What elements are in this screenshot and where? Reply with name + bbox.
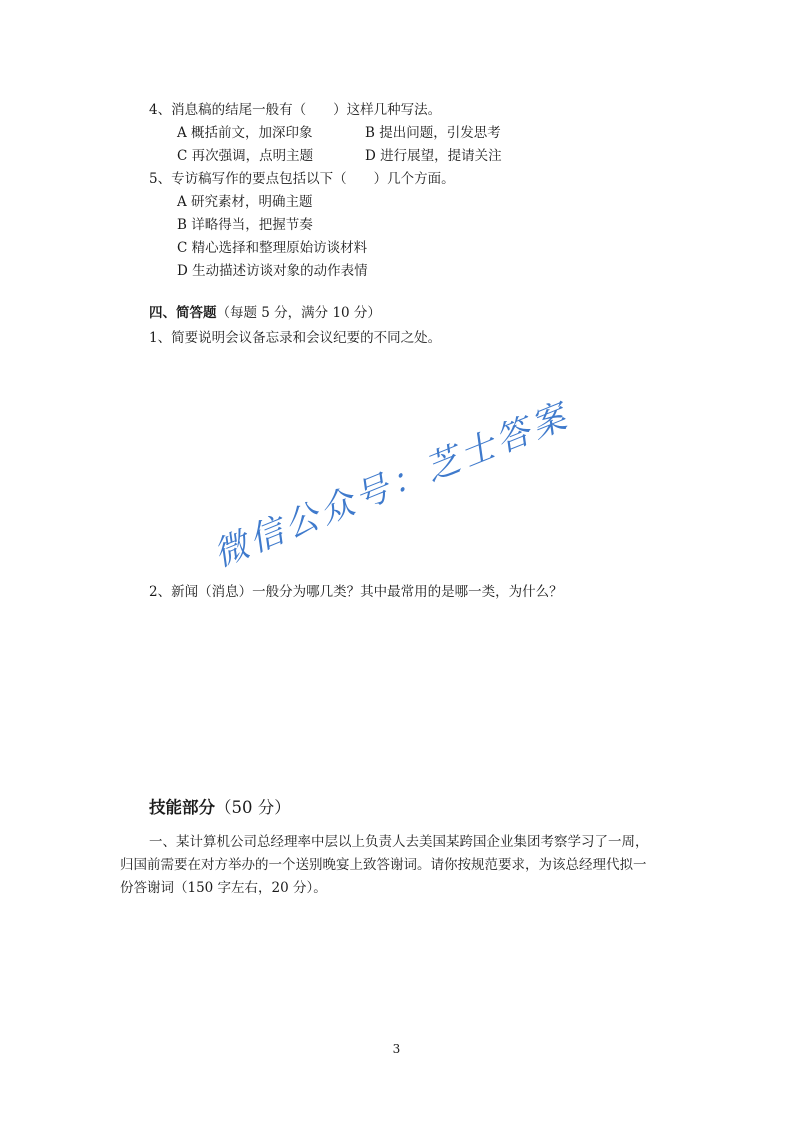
question-4-option-d: D 进行展望，提请关注 <box>365 148 502 164</box>
watermark-text: 微信公众号：芝士答案 <box>208 395 576 576</box>
question-5-option-a: A 研究素材，明确主题 <box>177 194 313 210</box>
short-answer-question-2: 2、新闻（消息）一般分为哪几类？其中最常用的是哪一类，为什么？ <box>149 584 563 600</box>
skills-paragraph-line-3: 份答谢词（150 字左右，20 分）。 <box>120 880 327 896</box>
question-5-option-b: B 详略得当，把握节奏 <box>177 217 313 233</box>
section-4-note: （每题 5 分，满分 10 分） <box>216 305 381 321</box>
short-answer-question-1: 1、简要说明会议备忘录和会议纪要的不同之处。 <box>149 330 442 346</box>
question-4-stem: 4、消息稿的结尾一般有（ ）这样几种写法。 <box>149 102 442 118</box>
skills-section-heading <box>149 798 291 818</box>
skills-paragraph-line-2: 归国前需要在对方举办的一个送别晚宴上致答谢词。请你按规范要求，为该总经理代拟一 <box>120 857 647 873</box>
question-4-option-a: A 概括前文，加深印象 <box>177 125 313 141</box>
question-5-option-c: C 精心选择和整理原始访谈材料 <box>177 240 368 256</box>
question-5-option-d: D 生动描述访谈对象的动作表情 <box>177 263 368 279</box>
question-5-stem: 5、专访稿写作的要点包括以下（ ）几个方面。 <box>149 171 455 187</box>
question-4-option-c: C 再次强调，点明主题 <box>177 148 314 164</box>
skills-section-score: （50 分） <box>215 798 291 817</box>
question-4-option-b: B 提出问题，引发思考 <box>365 125 501 141</box>
skills-paragraph-line-1: 一、某计算机公司总经理率中层以上负责人去美国某跨国企业集团考察学习了一周， <box>149 834 649 850</box>
page-number: 3 <box>392 1042 401 1056</box>
section-4-title: 四、简答题 <box>149 305 217 321</box>
skills-section-title: 技能部分 <box>149 798 215 817</box>
section-4-heading <box>149 305 381 321</box>
